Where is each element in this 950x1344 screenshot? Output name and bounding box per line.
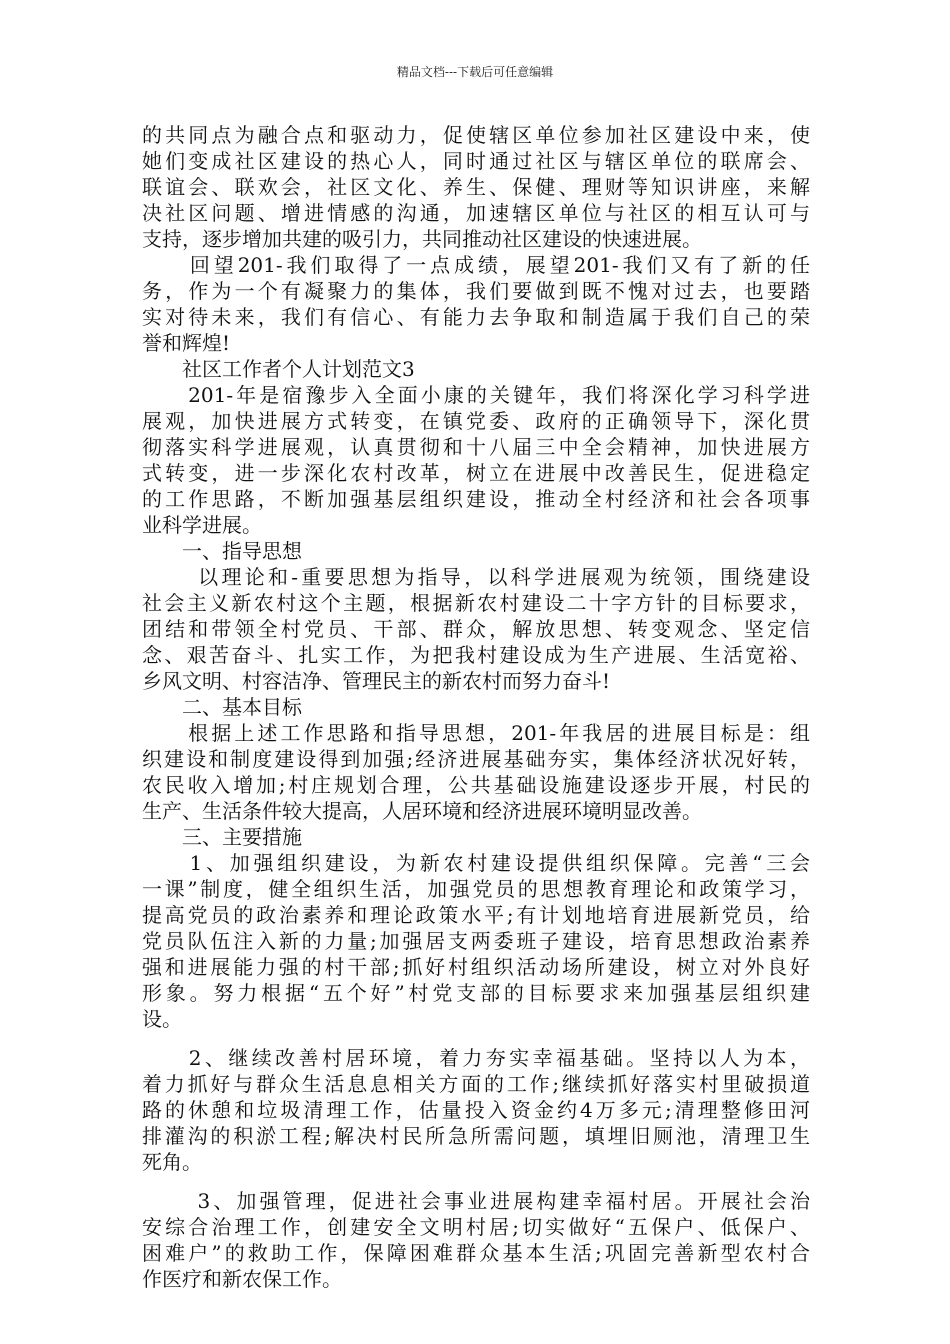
paragraph [142,824,810,850]
paragraph [142,850,810,1032]
paragraph-line: 强和进展能力强的村干部;抓好村组织活动场所建设，树立对外良好 [142,955,810,979]
paragraph-line: 团结和带领全村党员、干部、群众，解放思想、转变观念、坚定信 [142,617,810,641]
paragraph-line: 路的休憩和垃圾清理工作，估量投入资金约4万多元;清理整修田河 [142,1098,810,1122]
paragraph-line: 排灌沟的积淤工程;解决村民所急所需问题，填埋旧厕池，清理卫生 [142,1124,810,1148]
paragraph-line: 誉和辉煌! [142,331,231,355]
paragraph-line: 1、加强组织建设，为新农村建设提供组织保障。完善“三会 [142,851,810,875]
paragraph [142,1188,810,1292]
paragraph-line: 回望201-我们取得了一点成绩，展望201-我们又有了新的任 [142,253,810,277]
paragraph-line: 一、指导思想 [142,539,302,563]
paragraph-line: 的共同点为融合点和驱动力，促使辖区单位参加社区建设中来，使 [142,123,810,147]
paragraph-line: 作医疗和新农保工作。 [142,1267,342,1291]
paragraph-line: 死角。 [142,1150,202,1174]
paragraph-line: 党员队伍注入新的力量;加强居支两委班子建设，培育思想政治素养 [142,929,810,953]
paragraph-line: 形象。努力根据“五个好”村党支部的目标要求来加强基层组织建 [142,981,810,1005]
paragraph-line: 根据上述工作思路和指导思想，201-年我居的进展目标是：组 [142,721,810,745]
paragraph-line: 决社区问题、增进情感的沟通，加速辖区单位与社区的相互认可与 [142,201,810,225]
paragraph-line: 织建设和制度建设得到加强;经济进展基础夯实，集体经济状况好转， [142,747,810,771]
paragraph-gap [142,1175,810,1188]
paragraph-line: 2、继续改善村居环境，着力夯实幸福基础。坚持以人为本， [142,1046,810,1070]
page-header: 精品文档---下载后可任意编辑 [396,65,554,79]
paragraph-line: 三、主要措施 [142,825,302,849]
paragraph-line: 她们变成社区建设的热心人，同时通过社区与辖区单位的联席会、 [142,149,810,173]
paragraph-line: 困难户”的救助工作，保障困难群众基本生活;巩固完善新型农村合 [142,1241,810,1265]
paragraph-line: 以理论和-重要思想为指导，以科学进展观为统领，围绕建设 [142,565,810,589]
paragraph-line: 念、艰苦奋斗、扎实工作，为把我村建设成为生产进展、生活宽裕、 [142,643,810,667]
paragraph [142,382,810,538]
paragraph-line: 乡风文明、村容洁净、管理民主的新农村而努力奋斗! [142,669,611,693]
paragraph-line: 设。 [142,1007,182,1031]
paragraph-line: 联谊会、联欢会，社区文化、养生、保健、理财等知识讲座，来解 [142,175,810,199]
paragraph [142,564,810,694]
paragraph-line: 二、基本目标 [142,695,302,719]
paragraph-gap [142,1032,810,1045]
paragraph-line: 式转变，进一步深化农村改革，树立在进展中改善民生，促进稳定 [142,461,810,485]
paragraph-line: 一课”制度，健全组织生活，加强党员的思想教育理论和政策学习， [142,877,810,901]
paragraph-line: 201-年是宿豫步入全面小康的关键年，我们将深化学习科学进 [142,383,810,407]
paragraph [142,356,810,382]
paragraph-line: 着力抓好与群众生活息息相关方面的工作;继续抓好落实村里破损道 [142,1072,810,1096]
paragraph-line: 安综合治理工作，创建安全文明村居;切实做好“五保户、低保户、 [142,1215,810,1239]
paragraph-line: 支持，逐步增加共建的吸引力，共同推动社区建设的快速进展。 [142,227,702,251]
paragraph-line: 3、加强管理，促进社会事业进展构建幸福村居。开展社会治 [142,1189,810,1213]
paragraph-line: 展观，加快进展方式转变，在镇党委、政府的正确领导下，深化贯 [142,409,810,433]
paragraph-line: 的工作思路，不断加强基层组织建设，推动全村经济和社会各项事 [142,487,810,511]
paragraph-line: 实对待未来，我们有信心、有能力去争取和制造属于我们自己的荣 [142,305,810,329]
paragraph-line: 社会主义新农村这个主题，根据新农村建设二十字方针的目标要求， [142,591,810,615]
paragraph-line: 社区工作者个人计划范文3 [142,357,415,381]
paragraph-line: 务，作为一个有凝聚力的集体，我们要做到既不愧对过去，也要踏 [142,279,810,303]
paragraph [142,1045,810,1175]
paragraph [142,720,810,824]
paragraph [142,694,810,720]
paragraph-line: 生产、生活条件较大提高，人居环境和经济进展环境明显改善。 [142,799,702,823]
paragraph-line: 业科学进展。 [142,513,262,537]
paragraph [142,122,810,252]
paragraph-line: 彻落实科学进展观，认真贯彻和十八届三中全会精神，加快进展方 [142,435,810,459]
paragraph [142,538,810,564]
paragraph [142,252,810,356]
paragraph-line: 提高党员的政治素养和理论政策水平;有计划地培育进展新党员，给 [142,903,810,927]
document-body [142,122,810,1292]
paragraph-line: 农民收入增加;村庄规划合理，公共基础设施建设逐步开展，村民的 [142,773,810,797]
